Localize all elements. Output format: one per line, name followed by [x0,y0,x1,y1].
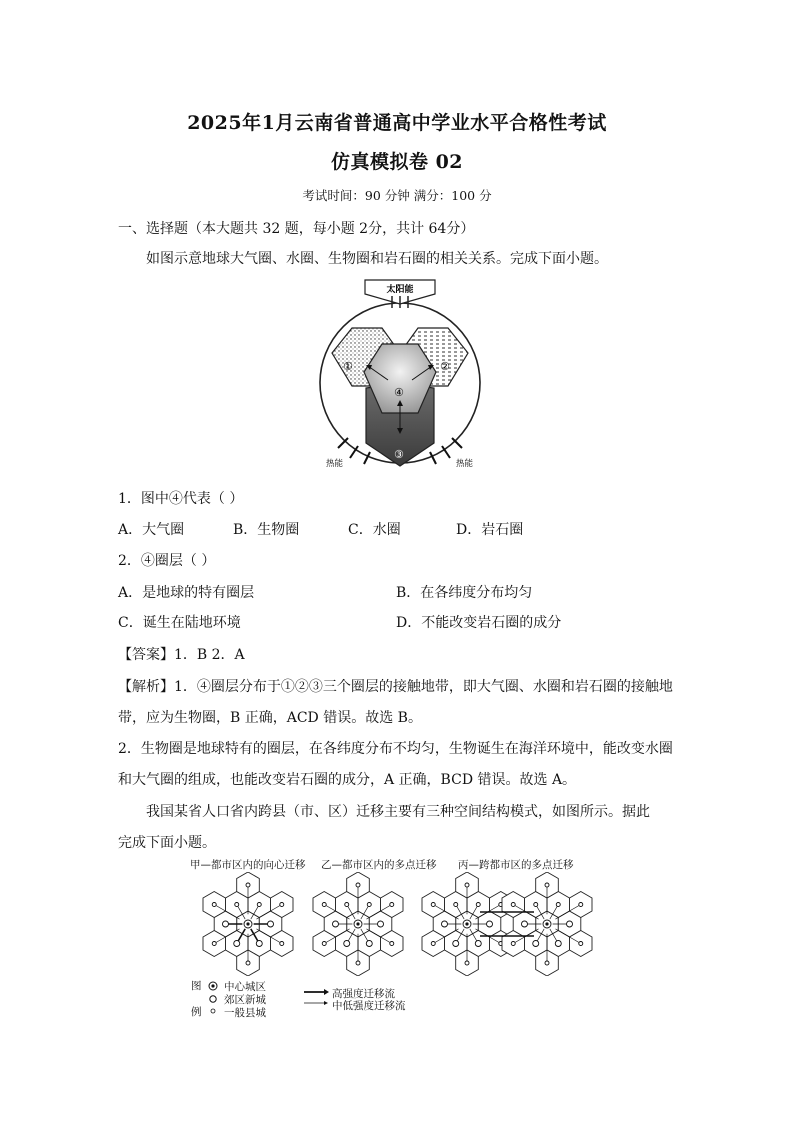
city-marker [256,941,262,947]
city-marker [390,942,394,946]
intro-paragraph-2-line-2: 完成下面小题。 [118,835,216,851]
city-marker [280,903,284,907]
question-2-option-b: B．在各纬度分布均匀 [396,585,533,601]
question-1-stem: 1．图中④代表（ ） [118,491,244,507]
label-3: ③ [394,448,404,461]
heat-label-right: 热能 [456,459,474,469]
caption-pattern-b: 乙—都市区内的多点迁移 [321,859,437,871]
label-2: ② [440,360,450,373]
city-marker [487,921,493,927]
city-marker [246,961,250,965]
legend-county: 一般县城 [224,1007,266,1019]
question-1-option-d: D．岩石圈 [456,522,524,538]
city-marker [366,941,372,947]
page-title: 2025年1月云南省普通高中学业水平合格性考试 [187,112,607,134]
city-marker [431,942,435,946]
legend-suburb: 郊区新城 [224,994,266,1006]
city-center-dot [356,922,359,925]
city-marker [579,903,583,907]
intro-paragraph-2-line-1: 我国某省人口省内跨县（市、区）迁移主要有三种空间结构模式，如图所示。据此 [146,804,650,820]
city-marker [212,942,216,946]
city-marker [390,903,394,907]
city-marker [465,961,469,965]
question-2-option-c: C．诞生在陆地环境 [118,615,241,631]
question-2-stem: 2．④圈层（ ） [118,553,216,569]
label-1: ① [343,360,353,373]
city-marker [533,941,539,947]
city-marker [268,921,274,927]
analysis-line-1: 【解析】1．④圈层分布于①②③三个圈层的接触地带，即大气圈、水圈和岩石圈的接触地 [118,679,673,695]
city-marker [475,941,481,947]
city-marker [345,903,349,907]
city-marker [332,921,338,927]
city-marker [246,883,250,887]
analysis-line-2: 带，应为生物圈，B 正确，ACD 错误。故选 B。 [118,710,422,726]
city-marker [545,961,549,965]
city-marker [511,903,515,907]
earth-spheres-diagram [310,278,490,470]
section-heading: 一、选择题（本大题共 32 题，每小题 2分，共计 64分） [118,221,475,237]
question-2-option-d: D．不能改变岩石圈的成分 [396,615,562,631]
sun-label: 太阳能 [386,285,414,295]
city-marker [212,903,216,907]
city-marker [431,903,435,907]
city-center-dot [465,922,468,925]
city-marker [344,941,350,947]
question-1-option-a: A．大气圈 [118,522,185,538]
city-marker [222,921,228,927]
city-marker [322,903,326,907]
city-marker [367,903,371,907]
city-marker [555,941,561,947]
city-marker [579,942,583,946]
legend-high-flow: 高强度迁移流 [332,988,395,1000]
city-marker [476,903,480,907]
city-marker [521,921,527,927]
legend-title-1: 图 [191,980,202,992]
city-marker [280,942,284,946]
question-1-option-b: B．生物圈 [233,522,300,538]
city-center-dot [246,922,249,925]
city-marker [441,921,447,927]
analysis-line-3: 2．生物圈是地球特有的圈层，在各纬度分布不均匀，生物诞生在海洋环境中，能改变水圈 [118,741,673,757]
label-4: ④ [394,386,404,399]
migration-patterns-diagram [190,872,600,976]
city-marker [465,883,469,887]
legend-center-city: 中心城区 [224,981,266,993]
city-marker [567,921,573,927]
page-subtitle: 仿真模拟卷 02 [330,151,464,173]
city-marker [453,941,459,947]
intro-paragraph-1: 如图示意地球大气圈、水圈、生物圈和岩石圈的相关关系。完成下面小题。 [146,251,608,267]
legend-title-2: 例 [191,1006,202,1018]
city-marker [356,961,360,965]
city-marker [257,903,261,907]
city-marker [511,942,515,946]
legend-low-flow: 中低强度迁移流 [332,1000,406,1012]
city-marker [378,921,384,927]
analysis-line-4: 和大气圈的组成，也能改变岩石圈的成分，A 正确，BCD 错误。故选 A。 [118,772,577,788]
city-marker [356,883,360,887]
city-marker [322,942,326,946]
city-marker [534,903,538,907]
heat-label-left: 热能 [326,459,344,469]
caption-pattern-a: 甲—都市区内的向心迁移 [190,859,306,871]
city-marker [545,883,549,887]
legend-flow-arrows [302,986,330,1010]
city-marker [454,903,458,907]
city-marker [235,903,239,907]
city-marker [234,941,240,947]
exam-info: 考试时间：90 分钟 满分：100 分 [302,188,492,203]
city-marker [556,903,560,907]
legend-symbols [206,980,220,1020]
question-1-option-c: C．水圈 [348,522,401,538]
answer-line: 【答案】1．B 2．A [118,647,245,663]
city-center-dot [545,922,548,925]
caption-pattern-c: 丙—跨都市区的多点迁移 [458,859,574,871]
question-2-option-a: A．是地球的特有圈层 [118,585,255,601]
